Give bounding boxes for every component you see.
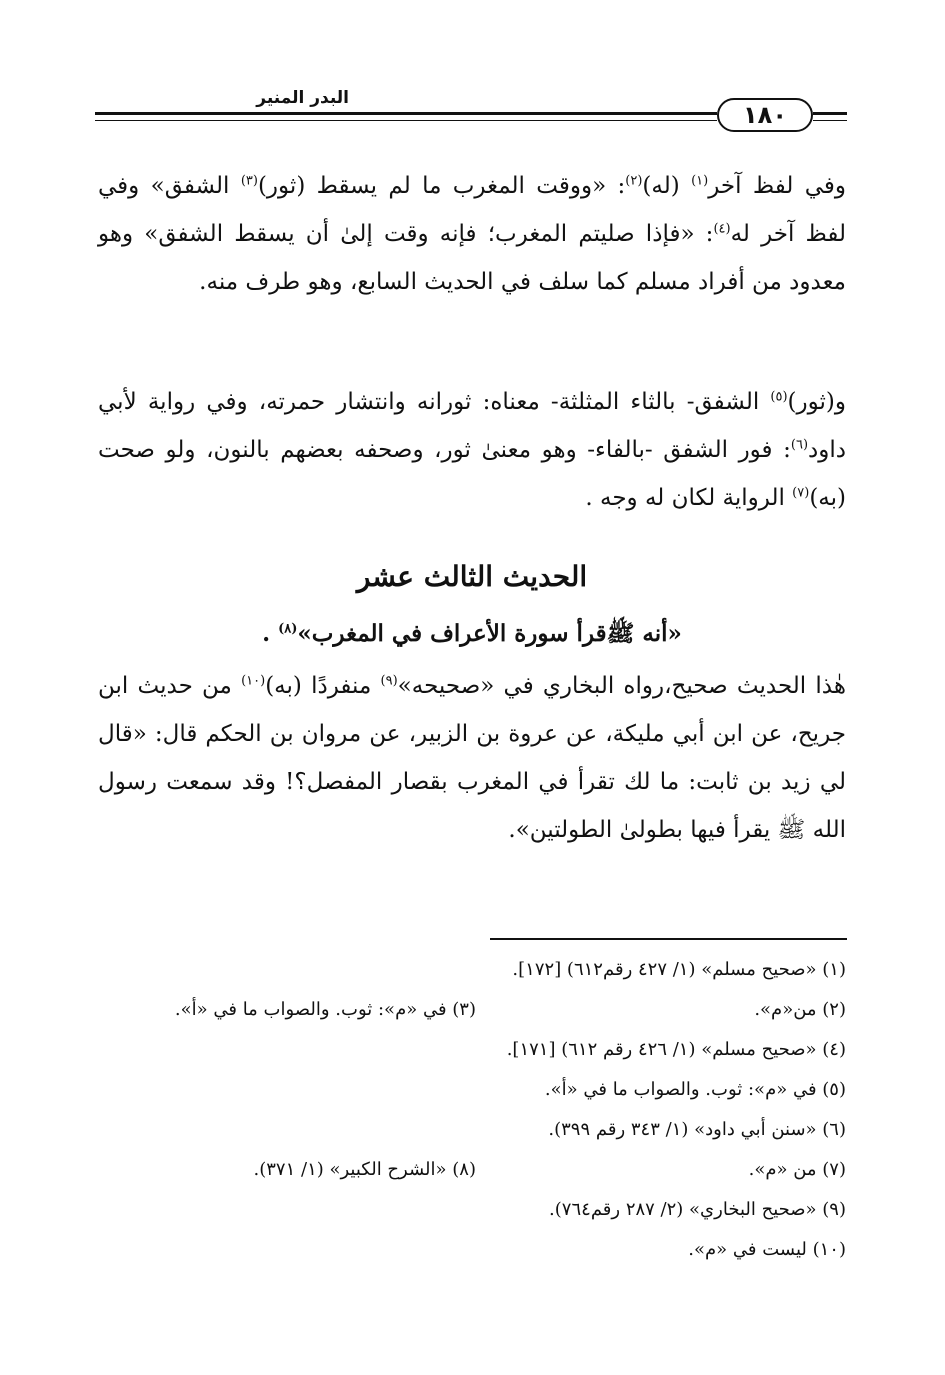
footnote-line (150, 1110, 846, 1150)
header-rule-thin (95, 120, 717, 121)
page-number: ١٨٠ (717, 98, 813, 132)
running-title: البدر المنير (256, 88, 349, 108)
footnote-7: (٧) من «م». (748, 1159, 846, 1180)
text-span: : «ووقت المغرب ما لم يسقط (ثور) (257, 173, 626, 199)
paragraph-2 (98, 378, 846, 522)
footnote-line (150, 1150, 846, 1190)
footnote-8: (٨) «الشرح الكبير» (١/ ٣٧١). (253, 1159, 476, 1180)
footnote-ref: (١) (691, 173, 709, 189)
footnote-ref: (٤) (713, 221, 731, 237)
footnote-line (150, 990, 846, 1030)
footnote-line (150, 950, 846, 990)
text-span: : فور الشفق -بالفاء- وهو معنىٰ ثور، وصحفه بعضهم بالنون، ولو صحت (به) (98, 437, 846, 511)
footnotes (150, 950, 846, 1270)
text-span: من حديث ابن جريح، عن ابن أبي مليكة، عن عروة بن الزبير، عن مروان بن الحكم قال: «قال لي زيد بن ثابت: ما لك تقرأ في المغرب بقصار المفصل؟! وقد سمعت رسول الله ﷺ يقرأ فيها بطولىٰ الطولتين». (98, 673, 846, 843)
text-span: وفي لفظ آخر (708, 173, 846, 199)
footnote-5: (٥) في «م»: ثوب. والصواب ما في «أ». (544, 1079, 846, 1100)
footnote-line (150, 1070, 846, 1110)
footnote-3: (٣) في «م»: ثوب. والصواب ما في «أ». (174, 999, 476, 1020)
text-span: الشفق- بالثاء المثلثة- معناه: ثورانه وانتشار حمرته، وفي رواية لأبي داود (98, 389, 846, 463)
footnote-line (150, 1030, 846, 1070)
footnote-ref: (٣) (240, 173, 258, 189)
footnote-line (150, 1230, 846, 1270)
text-span: : «فإذا صليتم المغرب؛ فإنه وقت إلىٰ أن يسقط الشفق» وهو معدود من أفراد مسلم كما سلف في الحديث السابع، وهو طرف منه. (98, 221, 846, 295)
footnote-ref: (٥) (770, 389, 788, 405)
text-span: منفردًا (به) (265, 673, 381, 699)
footnote-ref: (٧) (792, 485, 810, 501)
footnote-9: (٩) «صحيح البخاري» (٢/ ٢٨٧ رقم٧٦٤). (549, 1199, 846, 1220)
header-rule-right-thin (813, 120, 847, 121)
footnote-6: (٦) «سنن أبي داود» (١/ ٣٤٣ رقم ٣٩٩). (548, 1119, 846, 1140)
footnote-1: (١) «صحيح مسلم» (١/ ٤٢٧ رقم٦١٢) [١٧٢]. (512, 959, 846, 980)
footnote-10: (١٠) ليست في «م». (688, 1239, 846, 1260)
footnote-ref: (٦) (790, 437, 809, 453)
paragraph-3 (98, 662, 846, 854)
text-span: «أنه ﷺقرأ سورة الأعراف في المغرب» (297, 620, 682, 647)
text-span: الرواية لكان له وجه . (585, 485, 793, 511)
footnote-separator (490, 938, 847, 940)
footnote-ref: (١٠) (241, 673, 266, 689)
footnote-line (150, 1190, 846, 1230)
header-rule (95, 112, 717, 115)
text-span: . (262, 620, 279, 647)
text-span: الشفق» وفي لفظ آخر له (98, 173, 847, 247)
footnote-4: (٤) «صحيح مسلم» (١/ ٤٢٦ رقم ٦١٢) [١٧١]. (506, 1039, 846, 1060)
text-span: و(ثور) (787, 389, 846, 415)
hadith-quote (98, 610, 846, 658)
paragraph-1 (98, 162, 846, 306)
footnote-ref: (٩) (380, 673, 398, 689)
footnote-ref: (٢) (625, 173, 643, 189)
section-heading: الحديث الثالث عشر (356, 560, 588, 593)
page-header (95, 86, 847, 134)
text-span: (له) (642, 173, 692, 199)
footnote-2: (٢) من«م». (754, 999, 846, 1020)
header-rule-right (813, 112, 847, 115)
text-span: هٰذا الحديث صحيح،رواه البخاري في «صحيحه» (397, 673, 846, 699)
footnote-ref: (٨) (278, 621, 298, 637)
